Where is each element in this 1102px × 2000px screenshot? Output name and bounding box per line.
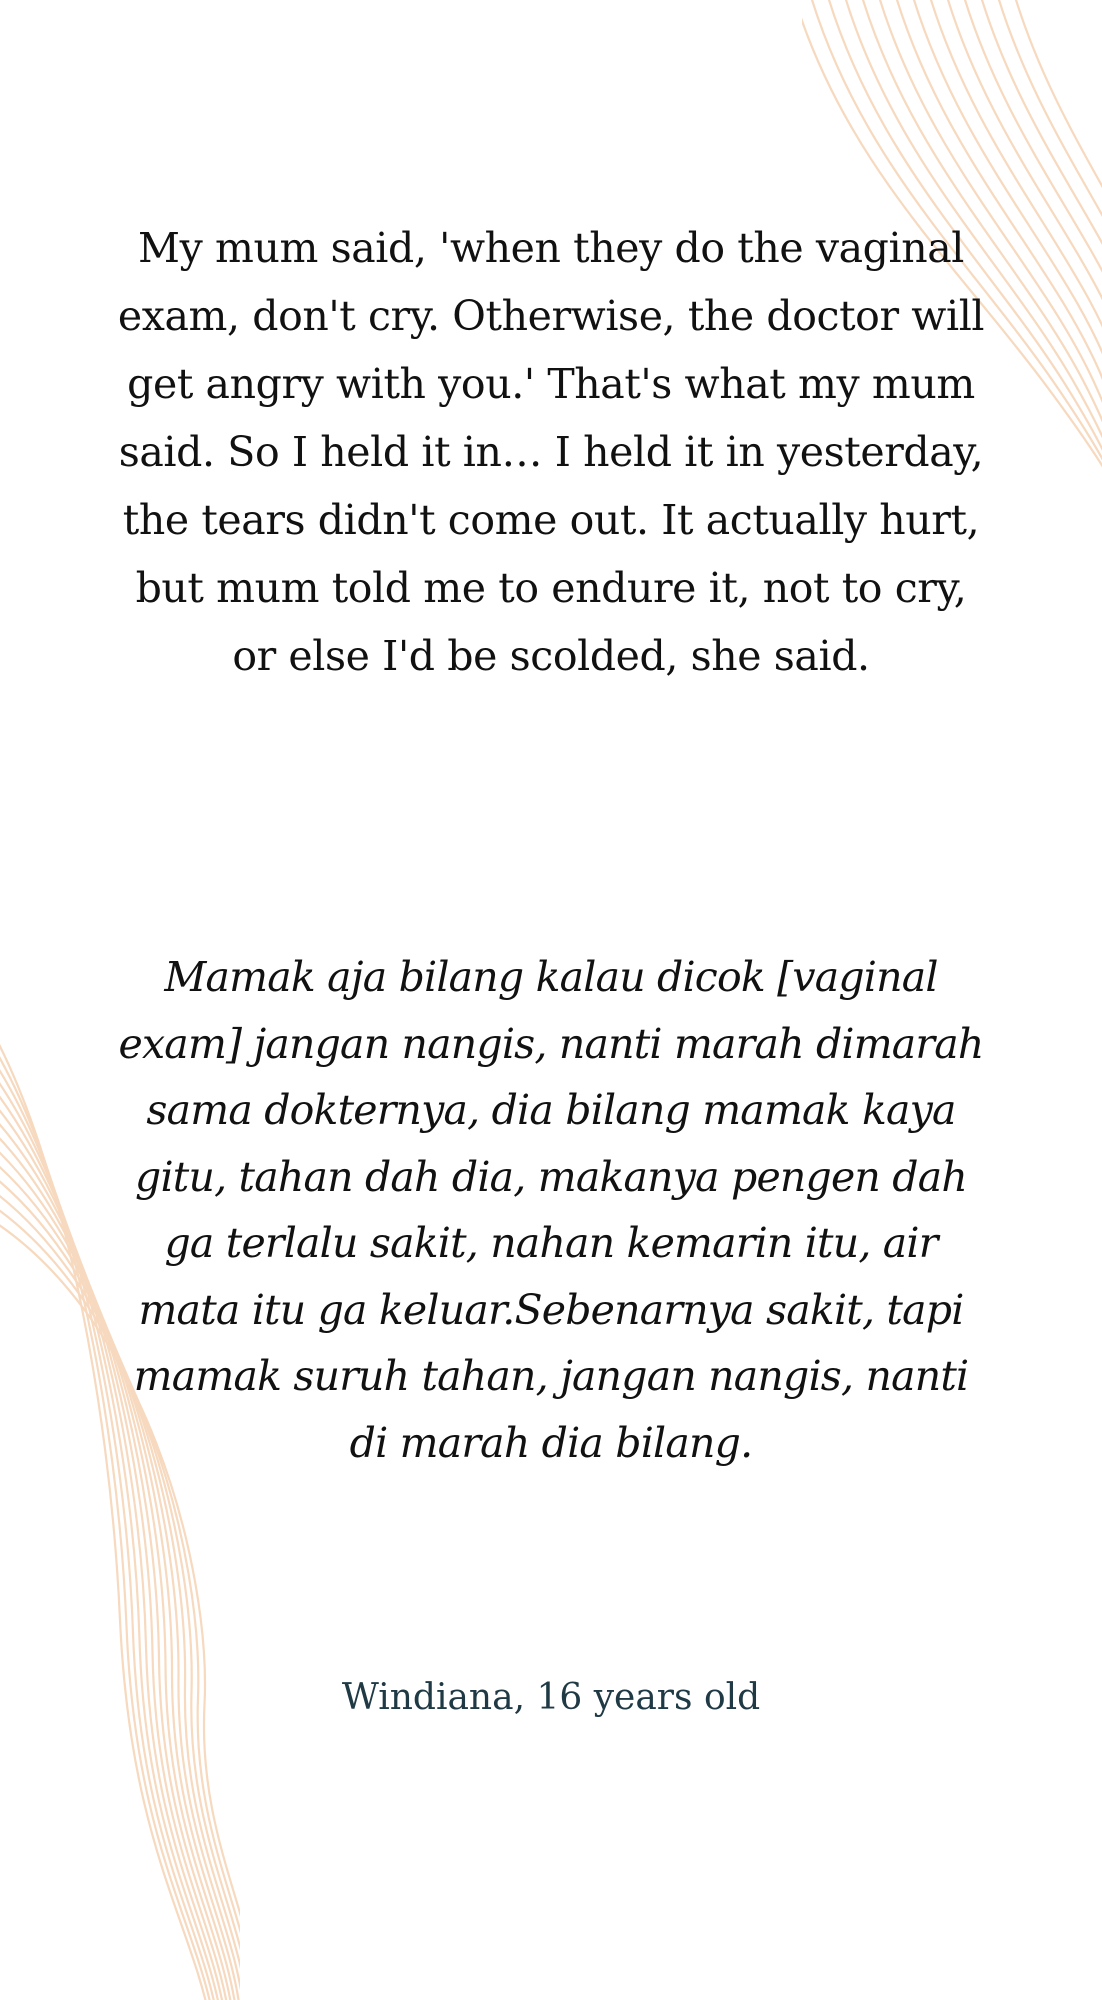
quote-english: My mum said, 'when they do the vaginal exam, don't cry. Otherwise, the doctor will get angry with you.' That's what my mum said. So I held it in… I held it in yesterday, the tears didn't come out. It actually hurt, but mum told me to endure it, not to cry, or else I'd be scolded, she said. bbox=[117, 224, 985, 680]
quote-indonesian: Mamak aja bilang kalau dicok [vaginal exam] jangan nangis, nanti marah dimarah sama dokternya, dia bilang mamak kaya gitu, tahan dah dia, makanya pengen dah ga terlalu sakit, nahan kemarin itu, air mata itu ga keluar.Sebenarnya sakit, tapi mamak suruh tahan, jangan nangis, nanti di marah dia bilang. bbox=[118, 953, 984, 1467]
attribution: Windiana, 16 years old bbox=[341, 1677, 761, 1718]
wave-line bbox=[1013, 0, 1102, 580]
wave-line bbox=[996, 0, 1102, 580]
wave-line bbox=[979, 0, 1102, 580]
